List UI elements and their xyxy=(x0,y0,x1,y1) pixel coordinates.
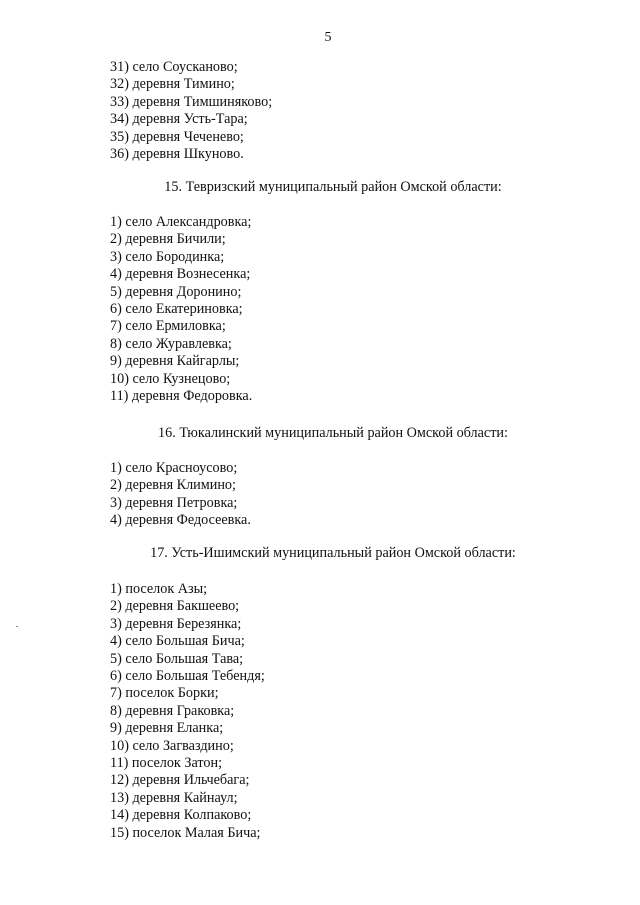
list-item: 7) поселок Борки; xyxy=(110,685,219,702)
list-item: 15) поселок Малая Бича; xyxy=(110,824,261,841)
list-item: 11) деревня Федоровка. xyxy=(110,388,253,405)
list-item: 2) деревня Бичили; xyxy=(110,231,226,248)
list-item: 10) село Кузнецово; xyxy=(110,370,231,387)
list-item: 2) деревня Бакшеево; xyxy=(110,598,240,615)
list-item: 9) деревня Еланка; xyxy=(110,720,224,737)
list-item: 7) село Ермиловка; xyxy=(110,318,226,335)
scan-mark xyxy=(16,626,18,627)
list-item: 3) село Бородинка; xyxy=(110,248,225,265)
list-item: 6) село Большая Тебендя; xyxy=(110,668,265,685)
section-list-15 xyxy=(110,214,252,405)
list-item: 6) село Екатериновка; xyxy=(110,301,243,318)
list-item: 4) деревня Вознесенка; xyxy=(110,266,251,283)
list-item: 13) деревня Кайнаул; xyxy=(110,789,238,806)
section-list-16 xyxy=(110,460,251,530)
list-item: 10) село Загваздино; xyxy=(110,737,234,754)
list-item: 31) село Соусканово; xyxy=(110,59,238,75)
list-item: 1) село Александровка; xyxy=(110,214,252,230)
list-item: 14) деревня Колпаково; xyxy=(110,807,252,824)
list-item: 32) деревня Тимино; xyxy=(110,76,235,93)
list-item: 9) деревня Кайгарлы; xyxy=(110,353,240,370)
list-item: 36) деревня Шкуново. xyxy=(110,146,244,163)
list-item: 4) село Большая Бича; xyxy=(110,633,245,650)
section-heading-15: 15. Тевризский муниципальный район Омской области: xyxy=(164,179,502,195)
list-item: 5) село Большая Тава; xyxy=(110,650,244,667)
section-heading-16: 16. Тюкалинский муниципальный район Омской области: xyxy=(158,425,508,441)
section-heading-17: 17. Усть-Ишимский муниципальный район Омской области: xyxy=(150,545,516,561)
list-item: 1) село Красноусово; xyxy=(110,460,238,476)
list-item: 11) поселок Затон; xyxy=(110,755,223,772)
list-item: 33) деревня Тимшиняково; xyxy=(110,93,273,110)
list-item: 35) деревня Чеченево; xyxy=(110,128,244,145)
list-item: 5) деревня Доронино; xyxy=(110,283,242,300)
list-item: 3) деревня Петровка; xyxy=(110,494,238,511)
list-item: 8) деревня Граковка; xyxy=(110,702,235,719)
list-item: 2) деревня Климино; xyxy=(110,477,236,494)
list-item: 12) деревня Ильчебага; xyxy=(110,772,250,789)
continued-list xyxy=(110,59,272,163)
list-item: 3) деревня Березянка; xyxy=(110,615,242,632)
section-list-17 xyxy=(110,581,265,842)
list-item: 8) село Журавлевка; xyxy=(110,335,232,352)
list-item: 34) деревня Усть-Тара; xyxy=(110,111,248,128)
list-item: 1) поселок Азы; xyxy=(110,581,208,597)
list-item: 4) деревня Федосеевка. xyxy=(110,512,251,529)
page-number: 5 xyxy=(324,30,332,45)
